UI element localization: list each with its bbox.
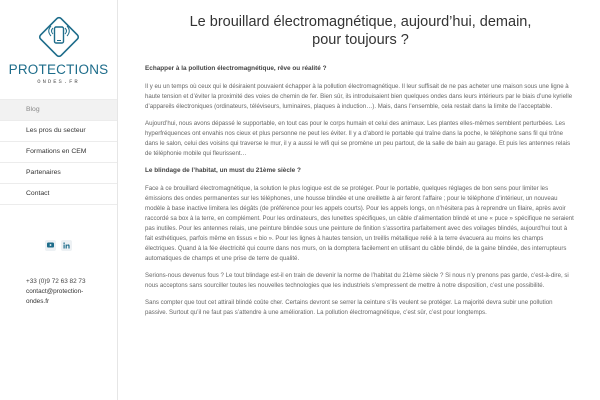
youtube-glyph — [47, 242, 54, 248]
youtube-icon[interactable] — [45, 240, 56, 251]
social-links — [0, 240, 117, 251]
brand-name: PROTECTIONS — [8, 62, 109, 77]
main-nav — [0, 99, 117, 205]
paragraph-2: Aujourd’hui, nous avons dépassé le supportable, en tout cas pour le corps humain et celui des animaux. Les plantes elles-mêmes semblent perturbées. Les hyperfréquences ont envahis nos cieux et plus personne ne peut les éviter. Il y a d’abord le portable qui traîne dans la poche, le téléphone sans fil qui trône dans le salon, celui des voisins qui traverse le mur, il y a aussi le wifi qui se promène un peu partout, de la salle de bain au garage. Et puis les antennes relais de téléphonie mobile qui fleurissent… — [145, 120, 571, 157]
page-title-line2: pour toujours ? — [312, 32, 409, 48]
contact-email-line2: ondes.fr — [26, 297, 50, 305]
paragraph-3: Face à ce brouillard électromagnétique, la solution le plus logique est de se protéger. Pour le portable, quelques réglages de bon sens pour limiter les émissions des ondes permanentes sur les téléphones, une housse blindée et une oreillette à air feront l’affaire ; pour le téléphone d’intérieur, un nouveau modèle à base inactive limitera les dégâts (de préférence pour les appels courts). Pour les appels longs, on n’hésitera pas à reprendre un filaire, après avoir raccordé sa box à la terre, en complément. Pour les ordinateurs, des lunettes spécifiques, un câble d’alimentation blindé et une « puce » spécifique ne seraient pas inutiles. Pour les antennes relais, une peinture blindée sous une peinture de finition s’assortira parfaitement avec des voilages blindés, aujourd’hui tout à fait esthétiques, parfois même en tissus « bio ». Pour les lignes à hautes tension, un treillis métallique relié à la terre évacuera au moins les champs électriques. Quand à la fée électricité qui courre dans nos murs, on la domptera facilement en utilisant du câble blindé, de la gaine blindée, des interrupteurs automatiques de champs et une prise de terre de qualité. — [145, 185, 574, 262]
nav-item-pros[interactable]: Les pros du secteur — [0, 120, 117, 141]
contact-phone[interactable]: +33 (0)9 72 63 82 73 — [26, 277, 86, 285]
phone-waves-icon — [36, 14, 82, 60]
article — [118, 0, 600, 400]
nav-item-blog[interactable]: Blog — [0, 99, 117, 120]
contact-info — [0, 277, 117, 307]
contact-email[interactable] — [26, 288, 83, 305]
paragraph-5: Sans compter que tout cet attirail blindé coûte cher. Certains devront se serrer la ceinture s’ils veulent se protéger. La majorité devra subir une pollution passive. Surtout qu’il ne faut pas s’attendre à une amélioration. La pollution électromagnétique, c’est sûr, c’est pour longtemps. — [145, 299, 553, 316]
nav-item-partenaires[interactable]: Partenaires — [0, 162, 117, 183]
nav-item-contact[interactable]: Contact — [0, 183, 117, 205]
logo[interactable] — [0, 0, 117, 85]
linkedin-icon[interactable] — [61, 240, 72, 251]
page-title — [145, 13, 576, 49]
section-title-2: Le blindage de l’habitat, un must du 21ème siècle ? — [145, 167, 301, 174]
paragraph-4: Serions-nous devenus fous ? Le tout blindage est-il en train de devenir la norme de l’habitat du 21ème siècle ? Si nous n’y prenons pas garde, c’est-à-dire, si nous acceptons sans sourciller toutes les nouvelles technologies que les industriels s’empressent de mettre à notre disposition, c’est une possibilité. — [145, 272, 569, 289]
linkedin-glyph — [63, 242, 70, 249]
brand-subtitle: ONDES.FR — [37, 77, 80, 85]
nav-item-formations[interactable]: Formations en CEM — [0, 141, 117, 162]
contact-email-line1: contact@protection- — [26, 287, 84, 295]
page-title-line1: Le brouillard électromagnétique, aujourd’hui, demain, — [189, 14, 532, 30]
section-title-1: Echapper à la pollution électromagnétique, rêve ou réalité ? — [145, 65, 327, 72]
sidebar — [0, 0, 118, 400]
paragraph-1: Il y eu un temps où ceux qui le désiraient pouvaient échapper à la pollution électromagnétique. Il leur suffisait de ne pas acheter une maison sous une ligne à haute tension et d’éviter la proximité des voies de chemin de fer. Bien sûr, ils introduisaient bien quelques ondes dans leurs intérieurs par le biais d’une kyrielle d’appareils électroniques (ordinateurs, téléviseurs, luminaires, plaques à induction…). Mais, dans l’ensemble, cela restait dans la limite de l’acceptable. — [145, 83, 573, 110]
